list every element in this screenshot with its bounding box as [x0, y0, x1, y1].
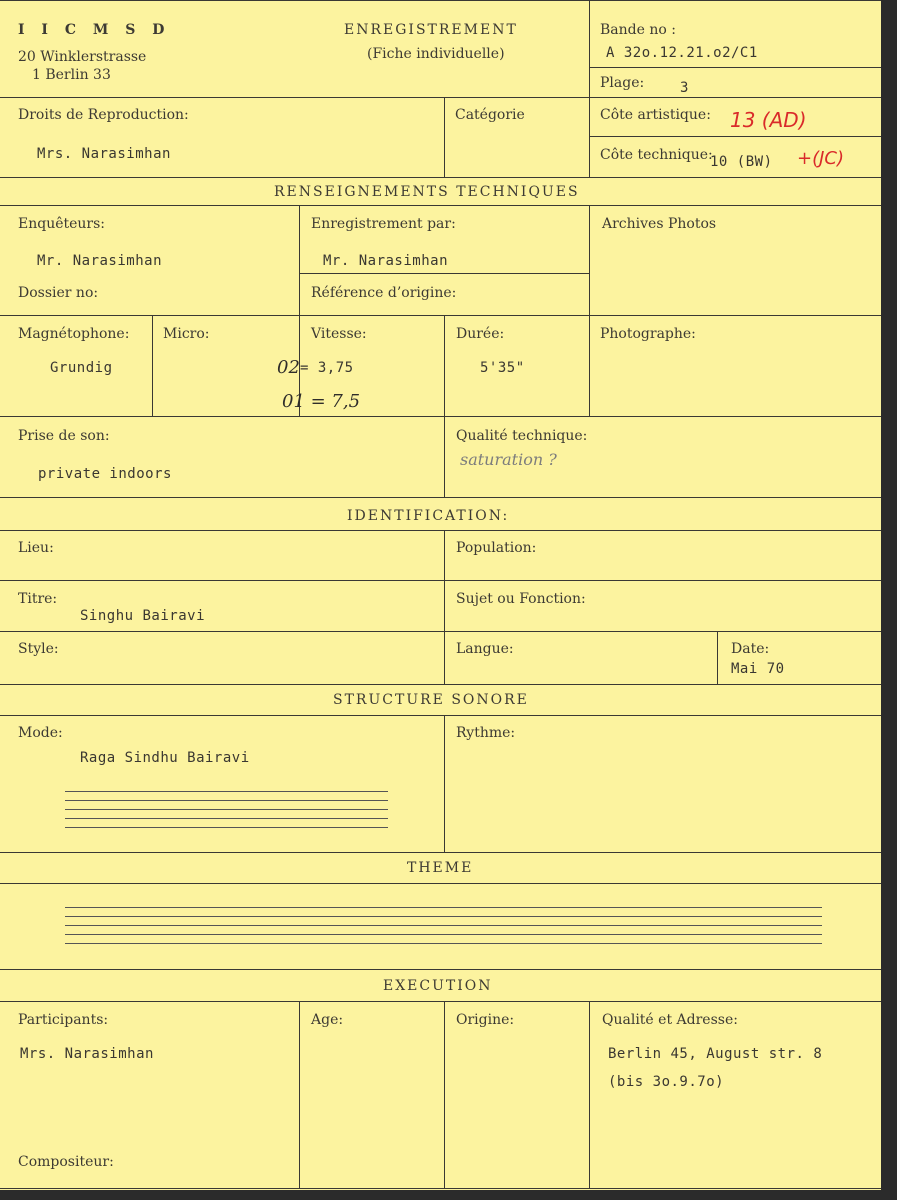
- rule: [299, 1001, 300, 1188]
- reference-label: Référence d’origine:: [311, 285, 457, 301]
- vitesse-hand-1: 02: [277, 357, 300, 378]
- rule: [0, 883, 881, 884]
- plage-value: 3: [680, 80, 689, 96]
- sujet-label: Sujet ou Fonction:: [456, 591, 586, 607]
- date-value: Mai 70: [731, 661, 785, 677]
- rule: [444, 416, 445, 497]
- rule: [444, 97, 445, 177]
- theme-staff-line: [65, 925, 822, 926]
- participants-value: Mrs. Narasimhan: [20, 1046, 154, 1062]
- rule: [0, 205, 881, 206]
- prise-value: private indoors: [38, 466, 172, 482]
- rule: [0, 530, 881, 531]
- rule: [0, 1188, 881, 1189]
- droits-value: Mrs. Narasimhan: [37, 146, 171, 162]
- rule: [0, 497, 881, 498]
- theme-staff-line: [65, 907, 822, 908]
- prise-label: Prise de son:: [18, 428, 110, 444]
- age-label: Age:: [311, 1012, 344, 1028]
- section-title-techniques: RENSEIGNEMENTS TECHNIQUES: [274, 184, 580, 200]
- categorie-label: Catégorie: [455, 107, 525, 123]
- rule: [0, 684, 881, 685]
- cote-technique-value: 10 (BW): [710, 154, 773, 170]
- rule: [299, 273, 589, 274]
- lieu-label: Lieu:: [18, 540, 54, 556]
- enregistrement-value: Mr. Narasimhan: [323, 253, 449, 269]
- cote-technique-extra: +(JC): [797, 148, 845, 169]
- titre-label: Titre:: [18, 591, 58, 607]
- section-title-execution: EXECUTION: [383, 978, 493, 994]
- mode-value: Raga Sindhu Bairavi: [80, 750, 250, 766]
- rule: [589, 0, 590, 177]
- rule: [0, 631, 881, 632]
- date-label: Date:: [731, 641, 770, 657]
- rule: [0, 852, 881, 853]
- rythme-label: Rythme:: [456, 725, 516, 741]
- micro-label: Micro:: [163, 326, 210, 342]
- mode-staff-line: [65, 827, 388, 828]
- cote-technique-label: Côte technique:: [600, 147, 713, 163]
- vitesse-hand-2: 01 = 7,5: [282, 391, 361, 412]
- rule: [0, 580, 881, 581]
- theme-staff-line: [65, 943, 822, 944]
- section-title-theme: THEME: [407, 860, 474, 876]
- qualite-label: Qualité technique:: [456, 428, 588, 444]
- rule: [299, 205, 300, 416]
- mode-label: Mode:: [18, 725, 63, 741]
- mode-staff-line: [65, 818, 388, 819]
- rule: [152, 315, 153, 416]
- bande-value: A 32o.12.21.o2/C1: [606, 45, 758, 61]
- form-subtitle: (Fiche individuelle): [367, 46, 505, 62]
- participants-label: Participants:: [18, 1012, 109, 1028]
- duree-value: 5'35": [480, 360, 525, 376]
- cote-artistique-value: 13 (AD): [730, 108, 807, 132]
- archives-label: Archives Photos: [602, 216, 717, 232]
- rule: [0, 416, 881, 417]
- address-line-2: 1 Berlin 33: [32, 67, 111, 83]
- rule: [0, 97, 881, 98]
- rule: [0, 715, 881, 716]
- mode-staff-line: [65, 800, 388, 801]
- vitesse-label: Vitesse:: [311, 326, 367, 342]
- rule: [589, 1001, 590, 1188]
- cote-artistique-label: Côte artistique:: [600, 107, 711, 123]
- rule: [589, 205, 590, 416]
- section-title-structure: STRUCTURE SONORE: [333, 692, 529, 708]
- address-line-1: 20 Winklerstrasse: [18, 49, 147, 65]
- plage-label: Plage:: [600, 75, 645, 91]
- qualite-adresse-label: Qualité et Adresse:: [602, 1012, 738, 1028]
- photographe-label: Photographe:: [600, 326, 696, 342]
- rule: [589, 136, 881, 137]
- enqueteurs-label: Enquêteurs:: [18, 216, 106, 232]
- rule: [444, 530, 445, 684]
- form-title: ENREGISTREMENT: [344, 22, 518, 38]
- origine-label: Origine:: [456, 1012, 515, 1028]
- rule: [717, 631, 718, 684]
- adresse-line-1: Berlin 45, August str. 8: [608, 1046, 823, 1062]
- titre-value: Singhu Bairavi: [80, 608, 206, 624]
- rule: [444, 315, 445, 416]
- vitesse-value: = 3,75: [300, 360, 354, 376]
- theme-staff-line: [65, 916, 822, 917]
- bande-label: Bande no :: [600, 22, 676, 38]
- langue-label: Langue:: [456, 641, 514, 657]
- magnetophone-label: Magnétophone:: [18, 326, 130, 342]
- compositeur-label: Compositeur:: [18, 1154, 114, 1170]
- rule: [589, 67, 881, 68]
- style-label: Style:: [18, 641, 59, 657]
- dossier-label: Dossier no:: [18, 285, 99, 301]
- magnetophone-value: Grundig: [50, 360, 113, 376]
- enregistrement-label: Enregistrement par:: [311, 216, 456, 232]
- rule: [0, 315, 881, 316]
- mode-staff-line: [65, 791, 388, 792]
- rule: [0, 0, 881, 1]
- institute-logo: I I C M S D: [18, 22, 171, 38]
- rule: [0, 177, 881, 178]
- mode-staff-line: [65, 809, 388, 810]
- population-label: Population:: [456, 540, 537, 556]
- rule: [0, 969, 881, 970]
- adresse-line-2: (bis 3o.9.7o): [608, 1074, 725, 1090]
- rule: [0, 1001, 881, 1002]
- droits-label: Droits de Reproduction:: [18, 107, 189, 123]
- section-title-identification: IDENTIFICATION:: [347, 508, 510, 524]
- theme-staff-line: [65, 934, 822, 935]
- rule: [444, 715, 445, 852]
- enqueteurs-value: Mr. Narasimhan: [37, 253, 163, 269]
- duree-label: Durée:: [456, 326, 505, 342]
- qualite-value: saturation ?: [460, 450, 557, 469]
- rule: [444, 1001, 445, 1188]
